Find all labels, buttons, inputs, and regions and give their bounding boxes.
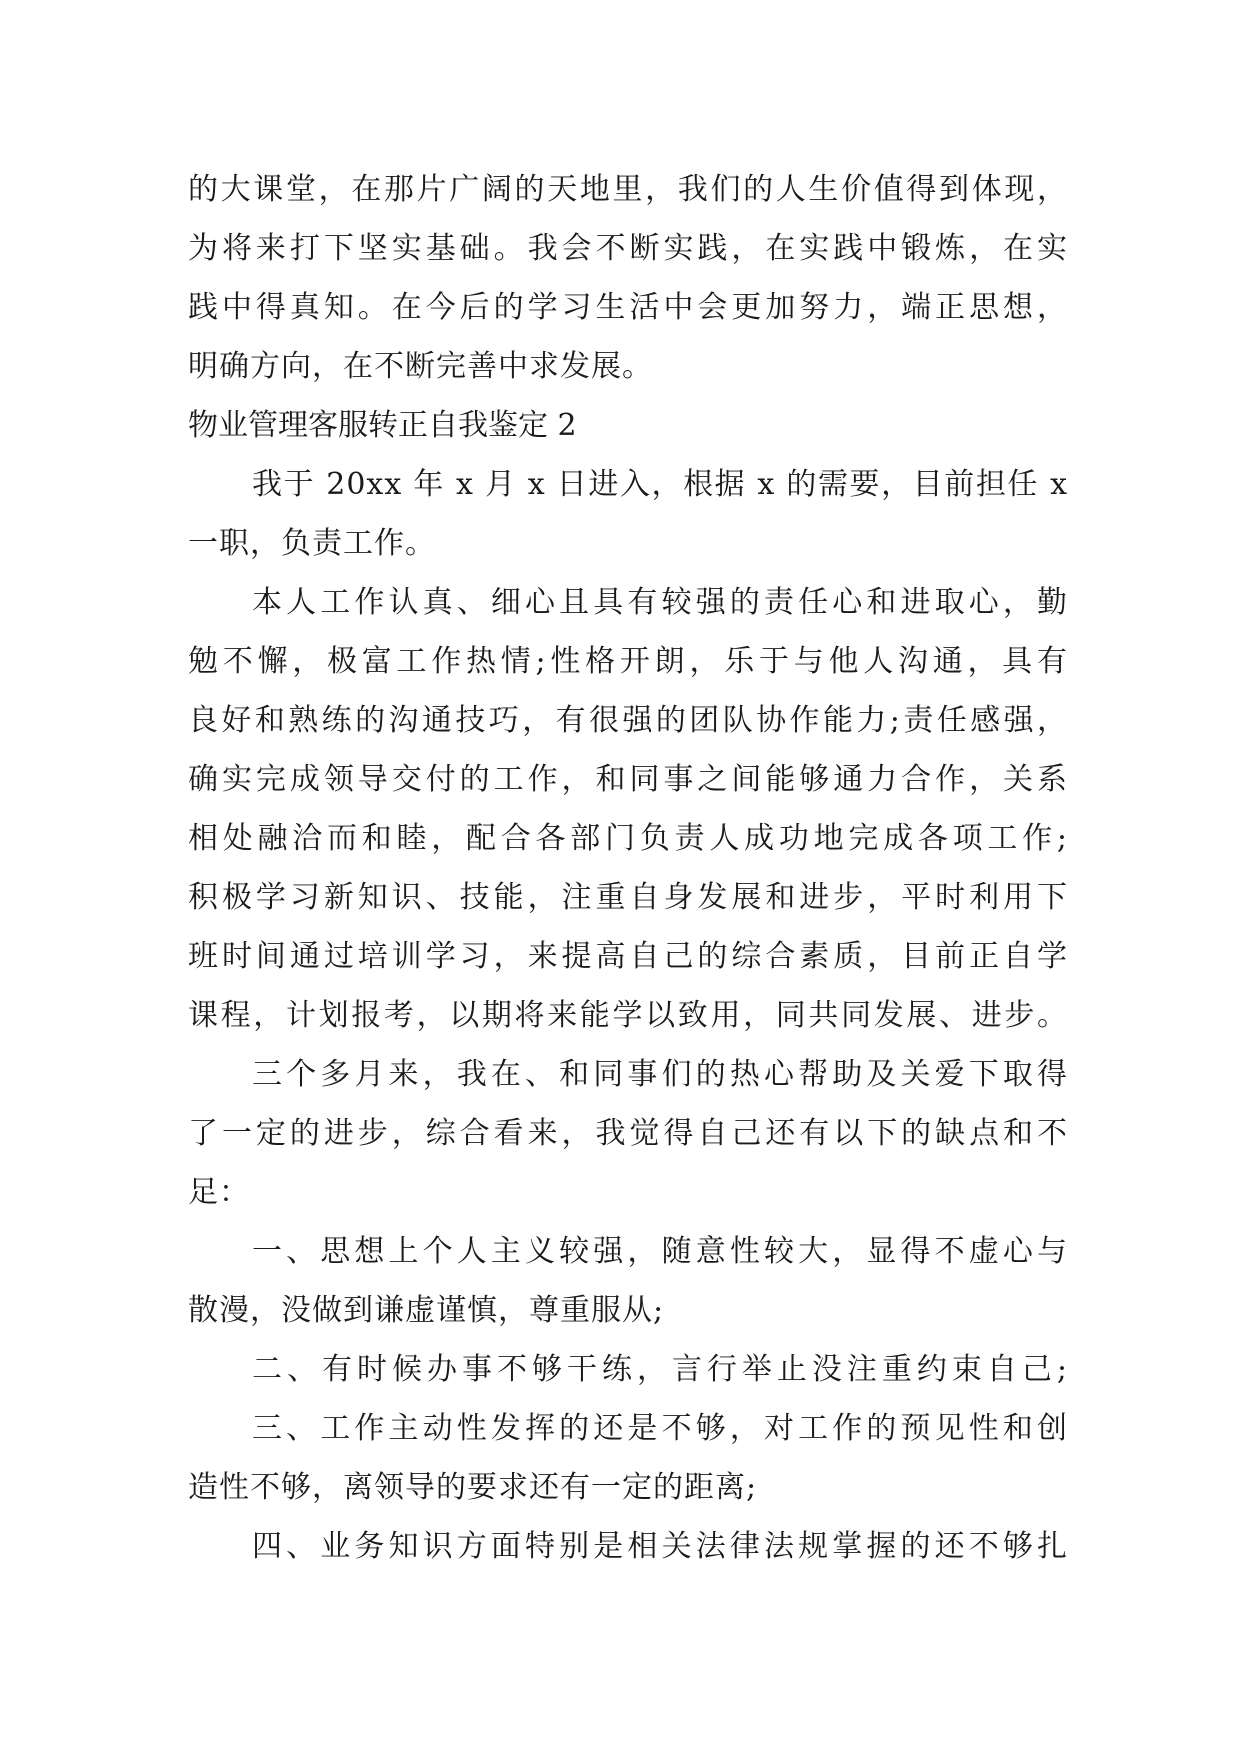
- text-line: 良好和熟练的沟通技巧，有很强的团队协作能力;责任感强，: [188, 703, 1068, 738]
- text-line: 三个多月来，我在、和同事们的热心帮助及关爱下取得: [252, 1057, 1068, 1092]
- text-line: 班时间通过培训学习，来提高自己的综合素质，目前正自学: [188, 939, 1068, 974]
- text-line: 明确方向，在不断完善中求发展。: [188, 349, 653, 384]
- text-line: 四、业务知识方面特别是相关法律法规掌握的还不够扎: [252, 1529, 1068, 1564]
- text-line: 本人工作认真、细心且具有较强的责任心和进取心，勤: [252, 585, 1068, 620]
- text-line: 散漫，没做到谦虚谨慎，尊重服从;: [188, 1293, 665, 1328]
- text-line: 三、工作主动性发挥的还是不够，对工作的预见性和创: [252, 1411, 1068, 1446]
- text-line: 为将来打下坚实基础。我会不断实践，在实践中锻炼，在实: [188, 231, 1068, 266]
- text-line: 足：: [188, 1175, 250, 1210]
- section-heading: 物业管理客服转正自我鉴定 2: [188, 408, 577, 443]
- text-line: 积极学习新知识、技能，注重自身发展和进步，平时利用下: [188, 880, 1068, 915]
- document-body: [188, 160, 1068, 1576]
- text-line: 确实完成领导交付的工作，和同事之间能够通力合作，关系: [188, 762, 1068, 797]
- text-line: 一、思想上个人主义较强，随意性较大，显得不虚心与: [252, 1234, 1068, 1269]
- text-line: 勉不懈，极富工作热情;性格开朗，乐于与他人沟通，具有: [188, 644, 1068, 679]
- text-line: 相处融洽而和睦，配合各部门负责人成功地完成各项工作;: [188, 821, 1068, 856]
- text-line: 课程，计划报考，以期将来能学以致用，同共同发展、进步。: [188, 998, 1068, 1033]
- text-line: 一职，负责工作。: [188, 526, 436, 561]
- text-line: 了一定的进步，综合看来，我觉得自己还有以下的缺点和不: [188, 1116, 1068, 1151]
- text-line: 我于 20xx 年 x 月 x 日进入，根据 x 的需要，目前担任 x: [252, 467, 1068, 502]
- text-line: 造性不够，离领导的要求还有一定的距离;: [188, 1470, 758, 1505]
- text-line: 践中得真知。在今后的学习生活中会更加努力，端正思想，: [188, 290, 1068, 325]
- text-line: 二、有时候办事不够干练，言行举止没注重约束自己;: [252, 1352, 1068, 1387]
- text-line: 的大课堂，在那片广阔的天地里，我们的人生价值得到体现，: [188, 172, 1068, 207]
